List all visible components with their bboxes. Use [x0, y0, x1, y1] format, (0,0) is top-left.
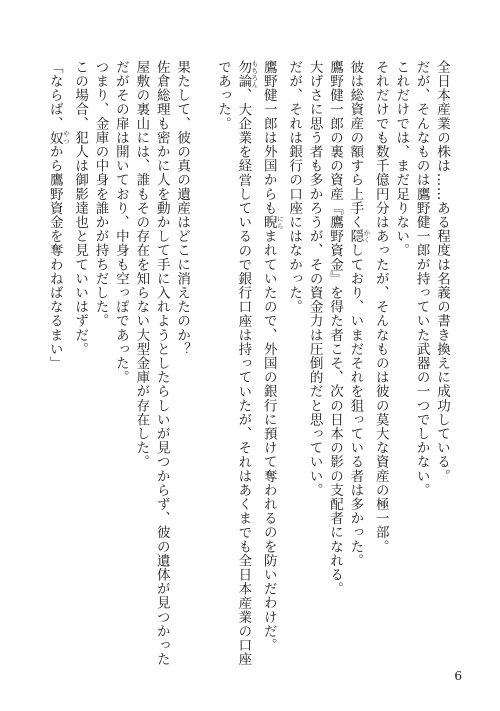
text-line-11: であった。: [214, 60, 231, 131]
ruby-nira: にら: [275, 215, 284, 230]
text-line-9: 鷹野健一郎は外国からも睨 にらまれていたので、外国の銀行に預けて奪われるのを防いだわけだ。: [260, 60, 284, 653]
text-line-7: 大げさに思う者も多かろうが、その資金力は圧倒的だと思っていい。: [306, 60, 323, 498]
text-line-19: 「ならば、奴 やつから鷹野資金を奪わねばなるまい」: [46, 60, 70, 371]
text-line-16: だがその扉は開いており、中身も空っぽであった。: [112, 60, 129, 385]
text-line-13: 果たして、彼の真の遺産はどこに消えたのか？: [174, 60, 191, 357]
vertical-text-body: [44, 60, 452, 667]
ruby-yatsu: やつ: [61, 130, 70, 145]
text-line-6: 鷹野健一郎の裏の資産『鷹野資金』を得た者こそ、次の日本の影の支配者になれる。: [326, 60, 343, 596]
text-line-2: だが、そんなものは鷹野健一郎が持っていた武器の一つでしかない。: [413, 60, 430, 498]
text-line-5: 彼は総資産の額すら上手く隠 かくしており、いまだそれを狙っている者は多かった。: [347, 60, 371, 568]
text-line-18: この場合、犯人は御影達也と見ていいはずだ。: [72, 60, 89, 357]
ruby-mochiron: もちろん: [250, 60, 259, 89]
text-line-3: これだけでは、まだ足りない。: [393, 60, 410, 258]
page-number: 6: [454, 669, 462, 683]
text-line-1: 全日本産業の株は……ある程度は名義の書き換えに成功している。: [434, 60, 450, 483]
paragraph-gap: [192, 60, 212, 660]
text-line-8: だが、それは銀行の口座にはなかった。: [286, 60, 303, 314]
text-line-17: つまり、金庫の中身を誰かが持ちだした。: [92, 60, 109, 328]
ruby-kaku: かく: [362, 229, 371, 244]
text-line-15: 屋敷の裏山には、誰もその存在を知らない大型金庫が存在した。: [133, 60, 150, 469]
text-line-4: それだけでも数千億円分はあったが、そんなものは彼の莫大な資産の極一部。: [372, 60, 389, 554]
text-line-14: 佐倉総理も密かに人を動かして手に入れようとしたらしいが見つからず、彼の遺体が見つかった: [153, 60, 170, 667]
text-line-10: 勿論 もちろん、大企業を経営しているので銀行口座は持っていたが、それはあくまでも全日本産業の口座: [235, 60, 259, 667]
